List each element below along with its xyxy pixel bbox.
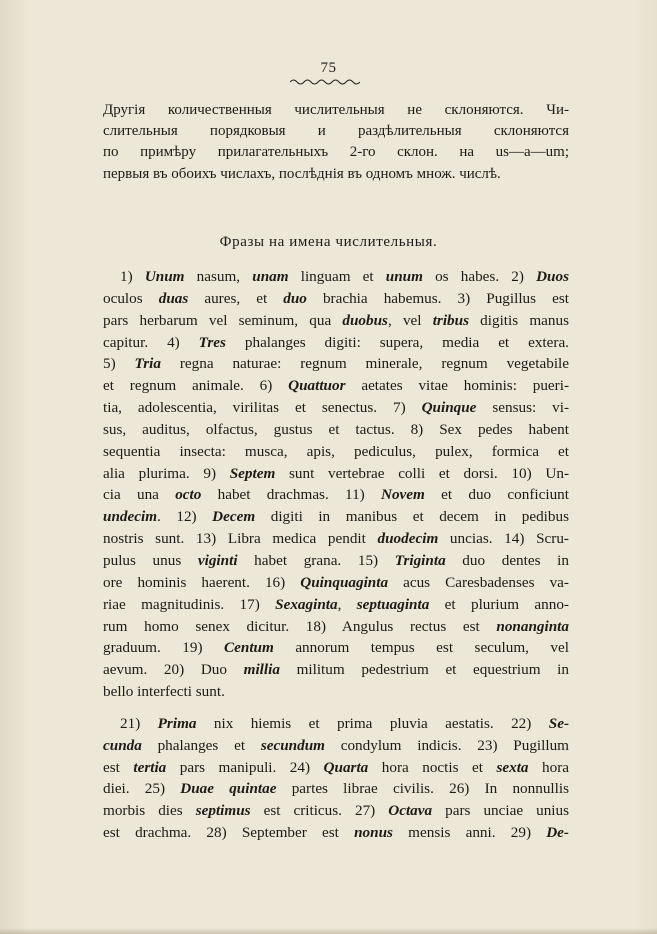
text-line: bello interfecti sunt. (103, 683, 225, 701)
text-line: undecim. 12) Decem digiti in manibus et decem in pedibus (103, 508, 569, 526)
text-line: sus, auditus, olfactus, gustus et tactus. 8) Sex pedes habent (103, 420, 569, 438)
text-line: cunda phalanges et secundum condylum indicis. 23) Pugillum (103, 736, 569, 754)
section-heading: Фразы на имена числительныя. (219, 234, 438, 250)
text-line: ore hominis haerent. 16) Quinquaginta acus Caresbadenses va- (103, 573, 569, 591)
text-line: riae magnitudinis. 17) Sexaginta, septuaginta et plurium anno- (103, 595, 569, 613)
text-line: pulus unus viginti habet grana. 15) Triginta duo dentes in (103, 551, 569, 569)
text-line: 21) Prima nix hiemis et prima pluvia aestatis. 22) Se- (120, 714, 569, 732)
text-line: sequentia insecta: musca, apis, pediculus, pulex, formica et (103, 442, 569, 460)
text-line: oculos duas aures, et duo brachia habemus. 3) Pugillus est (103, 289, 569, 307)
text-line: diei. 25) Duae quintae partes librae civilis. 26) In nonnullis (103, 780, 569, 798)
text-line: rum homo senex dicitur. 18) Angulus rectus est nonanginta (103, 617, 569, 635)
text-line: morbis dies septimus est criticus. 27) Octava pars unciae unius (103, 802, 570, 820)
text-line: capitur. 4) Tres phalanges digiti: supera, media et extera. (103, 333, 569, 351)
page-number: 75 (320, 60, 337, 76)
text-line: tia, adolescentia, virilitas et senectus. 7) Quinque sensus: vi- (103, 399, 570, 417)
text-line: est tertia pars manipuli. 24) Quarta hora noctis et sexta hora (103, 758, 569, 776)
intro-line: первыя въ обоихъ числахъ, послѣднія въ одномъ множ. числѣ. (103, 165, 501, 182)
phrases-text (103, 266, 569, 844)
text-line: est drachma. 28) September est nonus mensis anni. 29) De- (103, 824, 569, 842)
intro-paragraph (103, 100, 569, 185)
text-line: alia plurima. 9) Septem sunt vertebrae colli et dorsi. 10) Un- (103, 464, 569, 482)
text-line: aevum. 20) Duo millia militum pedestrium et equestrium in (103, 661, 569, 679)
text-line: graduum. 19) Centum annorum tempus est seculum, vel (103, 639, 569, 657)
text-line: cia una octo habet drachmas. 11) Novem et duo conficiunt (103, 486, 569, 504)
text-line: et regnum animale. 6) Quattuor aetates vitae hominis: pueri- (103, 377, 569, 395)
text-line: 1) Unum nasum, unam linguam et unum os habes. 2) Duos (120, 268, 569, 285)
intro-line: Другія количественныя числительныя не склоняются. Чи- (103, 102, 569, 118)
text-line: nostris sunt. 13) Libra medica pendit duodecim uncias. 14) Scru- (103, 530, 569, 548)
text-line: 5) Tria regna naturae: regnum minerale, regnum vegetabile (103, 355, 569, 373)
intro-line: по примѣру прилагательныхъ 2-го склон. на us—a—um; (103, 144, 569, 161)
text-line: pars herbarum vel seminum, qua duobus, vel tribus digitis manus (103, 311, 569, 329)
intro-line: слительныя порядковыя и раздѣлительныя склоняются (103, 123, 569, 140)
wavy-ornament (290, 78, 360, 86)
page-edge (0, 928, 657, 934)
